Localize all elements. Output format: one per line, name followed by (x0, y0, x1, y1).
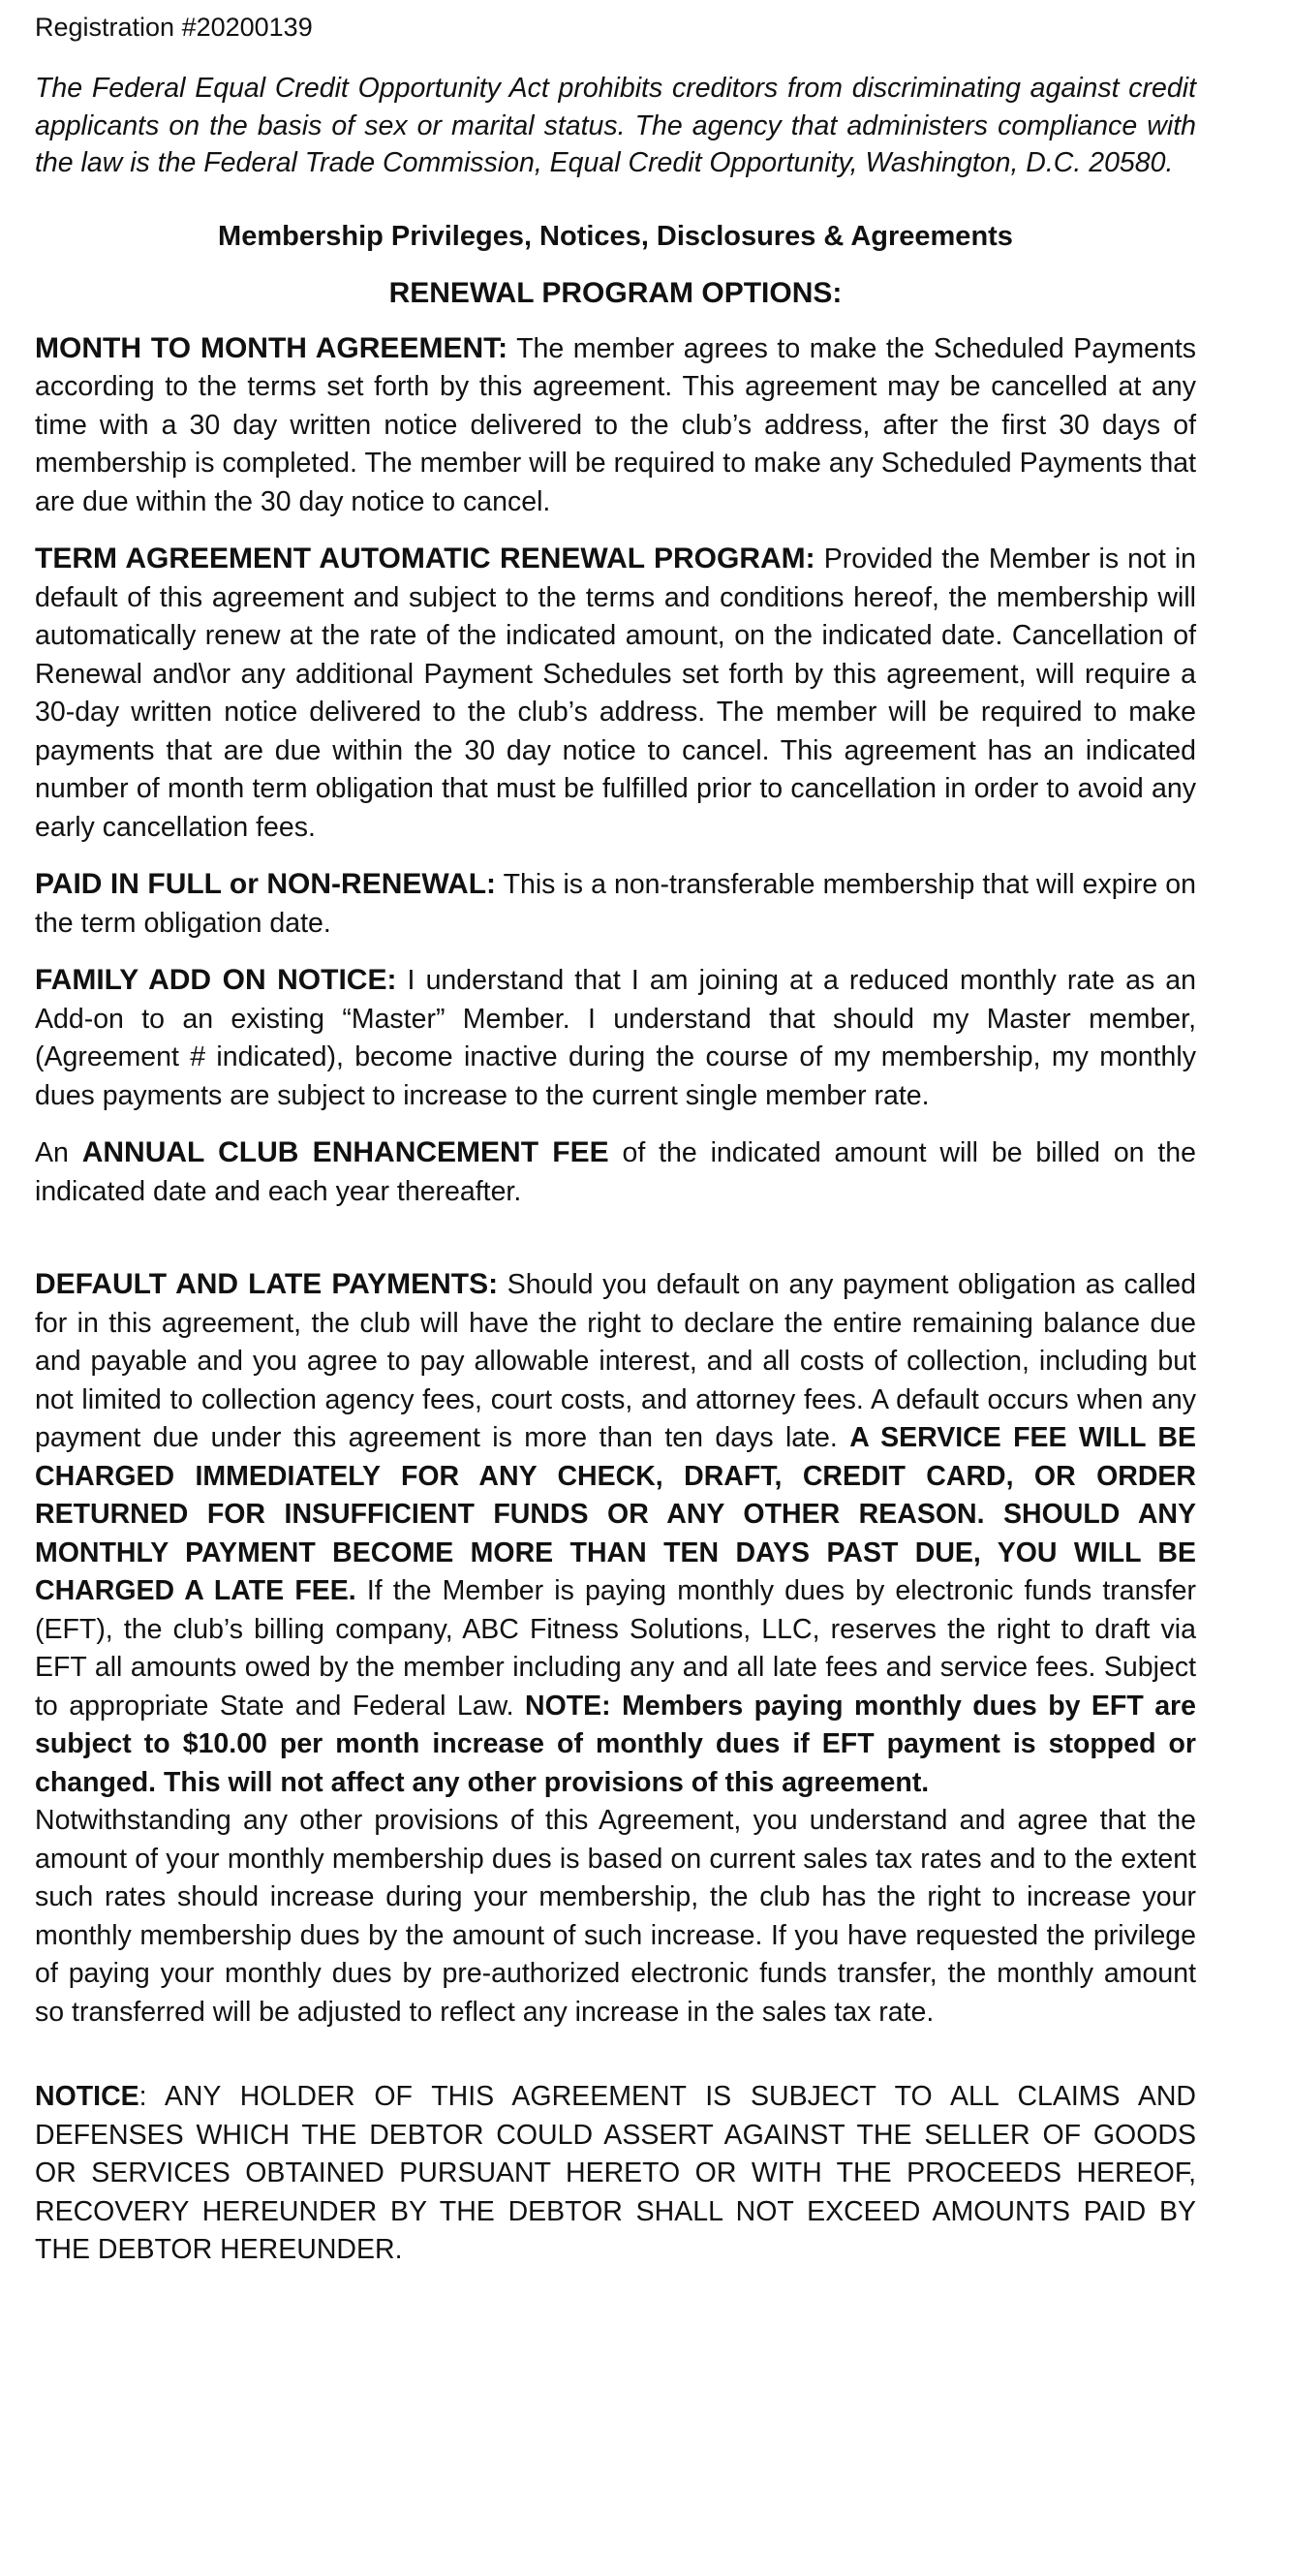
holder-notice-text: : ANY HOLDER OF THIS AGREEMENT IS SUBJECT TO ALL CLAIMS AND DEFENSES WHICH THE DEBTOR COULD ASSERT AGAINST THE SELLER OF GOODS OR SERVICES OBTAINED PURSUANT HERETO OR WITH THE PROCEEDS HEREOF, RECOVERY HEREUNDER BY THE DEBTOR SHALL NOT EXCEED AMOUNTS PAID BY THE DEBTOR HEREUNDER. (35, 2081, 1196, 2265)
default-late-text-1: Should you default on any payment obligation as called for in this agreement, the club will have the right to declare the entire remaining balance due and payable and you agree to pay allowable interest, and all costs of collection, including but not limited to collection agency fees, court costs, and attorney fees. A default occurs when any payment due under this agreement is more than ten days late. (35, 1269, 1197, 1453)
paid-in-full-section (35, 865, 1196, 943)
default-late-text-2: If the Member is paying monthly dues by electronic funds transfer (EFT), the club’s billing company, ABC Fitness Solutions, LLC, reserves the right to draft via EFT all amounts owed by the member including any and all late fees and service fees. Subject to appropriate State and Federal Law. (35, 1575, 1197, 1722)
renewal-options-heading: RENEWAL PROGRAM OPTIONS: (388, 276, 843, 309)
month-to-month-text: The member agrees to make the Scheduled Payments according to the terms set forth by this agreement. This agreement may be cancelled at any time with a 30 day written notice delivered to the club’s address, after the first 30 days of membership is completed. The member will be required to make any Scheduled Payments that are due within the 30 day notice to cancel. (35, 332, 1196, 517)
month-to-month-section (35, 329, 1196, 522)
ftc-notice: The Federal Equal Credit Opportunity Act prohibits creditors from discriminating against credit applicants on the basis of sex or marital status. The agency that administers compliance with the law is the Federal Trade Commission, Equal Credit Opportunity, Washington, D.C. 20580. (35, 73, 1196, 178)
holder-notice-section (35, 2078, 1196, 2270)
term-agreement-text: Provided the Member is not in default of this agreement and subject to the terms and conditions hereof, the membership will automatically renew at the rate of the indicated amount, on the indicated date. Cancellation of Renewal and\or any additional Payment Schedules set forth by this agreement, will require a 30-day written notice delivered to the club’s address. The member will be required to make payments that are due within the 30 day notice to cancel. This agreement has an indicated number of month term obligation that must be fulfilled prior to cancellation in order to avoid any early cancellation fees. (35, 543, 1196, 843)
annual-fee-label: ANNUAL CLUB ENHANCEMENT FEE (81, 1136, 609, 1168)
default-late-section (35, 1265, 1196, 1802)
service-fee-warning: A SERVICE FEE WILL BE CHARGED IMMEDIATELY FOR ANY CHECK, DRAFT, CREDIT CARD, OR ORDER RETURNED FOR INSUFFICIENT FUNDS OR ANY OTHER REASON. SHOULD ANY MONTHLY PAYMENT BECOME MORE THAN TEN DAYS PAST DUE, YOU WILL BE CHARGED A LATE FEE. (35, 1422, 1196, 1606)
document-heading: Membership Privileges, Notices, Disclosures & Agreements (218, 220, 1013, 252)
default-late-label: DEFAULT AND LATE PAYMENTS: (35, 1268, 499, 1300)
annual-fee-text: of the indicated amount will be billed on the indicated date and each year thereafter. (35, 1137, 1196, 1207)
family-add-on-text: I understand that I am joining at a reduced monthly rate as an Add-on to an existing “Master” Member. I understand that should my Master member, (Agreement # indicated), become inactive during the course of my membership, my monthly dues payments are subject to increase to the current single member rate. (35, 965, 1196, 1111)
annual-fee-section (35, 1133, 1196, 1211)
paid-in-full-label: PAID IN FULL or NON-RENEWAL: (35, 868, 497, 900)
annual-fee-prefix: An (35, 1137, 82, 1168)
term-agreement-section (35, 540, 1196, 847)
sales-tax-section: Notwithstanding any other provisions of this Agreement, you understand and agree that the amount of your monthly membership dues is based on current sales tax rates and to the extent such rates should increase during your membership, the club has the right to increase your monthly membership dues by the amount of such increase. If you have requested the privilege of paying your monthly dues by pre-authorized electronic funds transfer, the monthly amount so transferred will be adjusted to reflect any increase in the sales tax rate. (35, 1805, 1196, 2028)
holder-notice-label: NOTICE (35, 2081, 139, 2112)
term-agreement-label: TERM AGREEMENT AUTOMATIC RENEWAL PROGRAM: (35, 543, 815, 574)
month-to-month-label: MONTH TO MONTH AGREEMENT: (35, 331, 508, 364)
paid-in-full-text: This is a non-transferable membership that will expire on the term obligation date. (35, 869, 1196, 939)
registration-number: Registration #20200139 (35, 13, 313, 42)
family-add-on-label: FAMILY ADD ON NOTICE: (35, 964, 397, 996)
family-add-on-section (35, 961, 1196, 1115)
eft-note: NOTE: Members paying monthly dues by EFT are subject to $10.00 per month increase of monthly dues if EFT payment is stopped or changed. This will not affect any other provisions of this agreement. (35, 1690, 1196, 1798)
